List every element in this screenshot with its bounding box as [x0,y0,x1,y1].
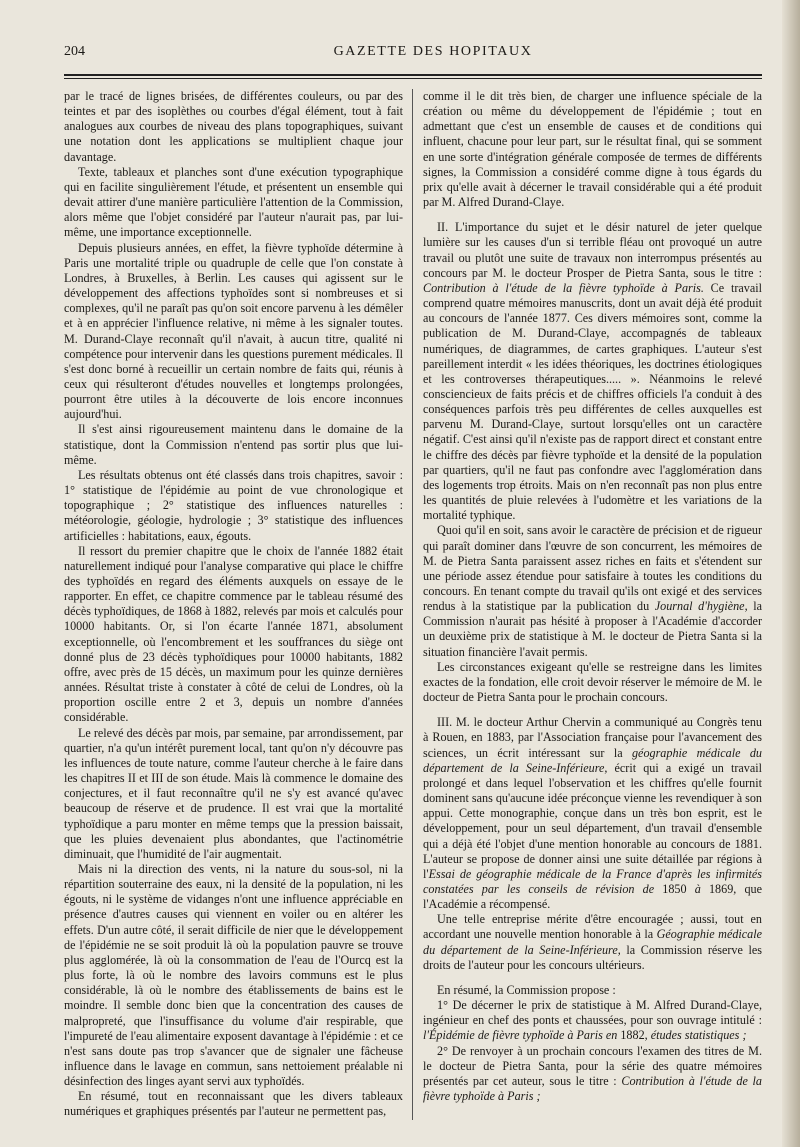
page-number: 204 [64,44,85,59]
text-run: la Commission réserve les droits de l'auteur pour les concours ultérieurs. [423,942,762,972]
text-run: la Commission n'aurait pas hésité à proposer à l'Académie d'accorder un deuxième prix de statistique à M. le docteur de Pietra Santa si la situation financière l'avait permis. [423,599,762,659]
paragraph: Il s'est ainsi rigoureusement maintenu dans le domaine de la statistique, dont la Commission n'entend pas sortir plus que lui-même. [64,422,403,467]
header-rule-thin [64,78,762,79]
text-run: 2° De renvoyer à un prochain concours l'examen des titres de M. le docteur de Pietra Santa, pour la série des quatre mémoires présentés par cet auteur, sous le titre : [423,1043,762,1088]
text-run: Quoi qu'il en soit, sans avoir le caractère de précision et de rigueur qui paraît dominer dans l'œuvre de son concurrent, les mémoires de M. de Pietra Santa paraissent assez riches en faits et s'étendent sur une période assez étendue pour satisfaire à toutes les conditions du concours. En tenant compte du travail qu'ils ont exigé et des services rendus à la statistique par la publication du [423,523,762,614]
paragraph: Mais ni la direction des vents, ni la nature du sous-sol, ni la répartition souterraine des eaux, ni la densité de la population, ni les égouts, ni le système de vidanges n'ont une influence appréciable en présence d'autres causes qui viennent en voiler ou en altérer les effets. D'un autre côté, il serait difficile de nier que le développement de l'épidémie ne se soit produit là où la population pauvre se trouve plus agglomérée, là où la consommation de l'eau de l'Ourcq est la plus forte, là où le nombre des lavoirs communs est le plus considérable, là où le nombre des établissements de bains est le moindre. Il semble donc bien que la concentration des causes de malpropreté, que l'insuffisance du volume d'air respirable, que l'impureté de l'eau alimentaire exposent davantage à l'épidémie : et ce n'est sans doute pas trop s'avancer que de signaler une fâcheuse influence dans le lavage en commun, sans nettoiement préalable ni désinfection des linges ayant servi aux typhoïdés. [64,861,403,1089]
paragraph: Il ressort du premier chapitre que le choix de l'année 1882 était naturellement indiqué pour l'analyse comparative qui place le chiffre des typhoïdés en regard des éléments auxquels on essaye de le rapporter. En effet, ce chapitre commence par le tableau résumé des décès typhoïdiques, de 1868 à 1882, relevés par mois et calculés pour 10000 habitants. Or, si l'on écarte l'année 1871, absolument exceptionnelle, où l'encombrement et les souffrances du siège ont donné plus de 23 décès typhoïdiques pour 10000 habitants, 1882 offre, avec près de 15 décès, un maximum pour les quinze dernières années. Résultat triste à constater à côté de celui de Londres, où la proportion oscille entre 2 et 3, depuis un nombre d'années considérable. [64,543,403,725]
text-run: 1869, que l'Académie a récompensé. [423,881,763,912]
section-iii-paragraph [423,715,762,912]
paragraph [423,523,762,659]
italic-title: Contribution à l'étude de la fièvre typhoïde à Paris ; [423,1073,762,1103]
italic-word: à [694,881,701,896]
italic-title: Essai de géographie médicale de la France d'après les infirmités constatées par les conseils de révision de [423,866,762,896]
text-run: III. M. le docteur Arthur Chervin a communiqué au Congrès tenu à Rouen, en 1883, par l'Association française pour l'avancement des sciences, un écrit intéressant sur la [423,715,762,760]
section-ii-paragraph [423,220,762,523]
italic-title: géographie médicale du département de la Seine-Inférieure, [423,745,762,775]
paragraph: comme il le dit très bien, de charger une influence spéciale de la création ou même du développement de l'épidémie ; tout en admettant que c'est un ensemble de causes et de conditions qui influent, chacune pour leur part, sur le résultat final, qui se somment en une sorte d'intégration générale composée de termes de différents signes, la Commission a considéré comme digne à tous égards du prix qu'elle avait à décerner le travail considérable qui a été produit par M. Alfred Durand-Claye. [423,89,762,210]
right-column [413,89,762,1120]
paragraph: Les résultats obtenus ont été classés dans trois chapitres, savoir : 1° statistique de l'épidémie au point de vue chronologique et topographique ; 2° statistique des influences naturelles : météorologie, géologie, hydrologie ; 3° statistique des influences artificielles : habitations, eaux, égouts. [64,467,403,543]
text-run: écrit qui a exigé un travail prolongé et dans lequel l'observation et les chiffres qu'elle fournit dominent sans qu'aucune idée préconçue vienne les revendiquer à son appui. Cette monographie, conçue dans un très bon esprit, est le développement, pour un seul département, d'un travail d'ensemble qui a déjà été l'objet d'une mention honorable au concours de 1881. L'auteur se propose de donner ainsi une suite détaillée par régions à l' [423,760,763,881]
text-run: 1850 [654,881,695,896]
text-run: 1882, [617,1028,651,1043]
text-run: Ce travail comprend quatre mémoires manuscrits, dont un avait déjà été produit au concours de l'année 1877. Ces divers mémoires sont, comme la publication de M. Durand-Claye, accompagnés de tableaux numériques, de diagrammes, de cartes graphiques. L'auteur s'est pareillement interdit « les idées théoriques, les doctrines étiologiques et les controverses thérapeutiques..... ». Néanmoins le relevé consciencieux de faits précis et de chiffres officiels l'a conduit à des conséquences parfois très peu différentes de celles auxquelles est parvenu M. Durand-Claye, surtout lorsqu'elles ont un caractère négatif. C'est ainsi qu'il n'existe pas de rapport direct et constant entre le chiffre des décès par fièvre typhoïde et la densité de la population par quartiers, qu'il ne faut pas confondre avec l'agglomération dans des logements trop étroits. Mais on n'en reconnaît pas non plus entre les quantités de pluie relevées à l'udomètre et les variations de la mortalité typhique. [423,280,762,523]
paragraph [423,912,762,973]
paragraph: Les circonstances exigeant qu'elle se restreigne dans les limites exactes de la fondation, elle croit devoir réserver le mémoire de M. le docteur de Pietra Santa pour le prochain concours. [423,659,762,705]
text-columns [64,89,762,1120]
text-run: 1° De décerner le prix de statistique à M. Alfred Durand-Claye, ingénieur en chef des ponts et chaussées, pour son ouvrage intitulé : [423,998,762,1028]
proposal-item-2 [423,1044,762,1105]
summary-intro: En résumé, la Commission propose : [437,982,616,997]
paragraph: En résumé, tout en reconnaissant que les divers tableaux numériques et graphiques présentés par l'auteur ne permettent pas, [64,1089,403,1119]
italic-title: Contribution à l'étude de la fièvre typhoïde à Paris. [423,280,704,295]
header-rule-thick [64,74,762,76]
left-column [64,89,413,1120]
paragraph: Depuis plusieurs années, en effet, la fièvre typhoïde détermine à Paris une mortalité triple ou quadruple de celle que l'on constate à Londres, à Bruxelles, à Berlin. Les causes qui agissent sur le développement des affections typhoïdes sont si nombreuses et si complexes, qu'il ne paraît pas qu'on soit encore parvenu à les démêler et à en apprécier l'influence relative, ni même à les signaler toutes. M. Durand-Claye reconnaît qu'il n'avait, à aucun titre, qualité ni compétence pour intervenir dans les questions purement médicales. Il s'est donc borné à recueillir un certain nombre de faits qui, réunis à ceux qui résulteront d'études nouvelles et longtemps prolongées, pourront être utiles à la découverte de lois encore inconnues aujourd'hui. [64,240,403,422]
paragraph: Le relevé des décès par mois, par semaine, par arrondissement, par quartier, n'a qu'un intérêt purement local, tant qu'on n'y découvre pas les influences de toute nature, comme l'auteur cherche à le faire dans les chapitres II et III de son étude. Mais là commence le domaine des conjectures, et il faut reconnaître qu'il ne s'y est avancé qu'avec beaucoup de réserve et de prudence. Il est vrai que la mortalité typhoïdique a paru monter en même temps que la pression baissait, que les pluies devenaient plus abondantes, que l'actinométrie diminuait, que l'humidité de l'air augmentait. [64,725,403,861]
italic-title: Géographie médicale du département de la Seine-Inférieure, [423,927,762,957]
page-header [64,44,762,66]
text-run: Une telle entreprise mérite d'être encouragée ; aussi, tout en accordant une nouvelle mention honorable à la [423,912,762,942]
proposal-item-1 [423,998,762,1043]
paragraph: par le tracé de lignes brisées, de différentes couleurs, ou par des teintes et par des isoplèthes ou courbes d'égal élément, tout à fait analogues aux courbes de niveau des plans topographiques, suivant une notation dont les applications se multiplient chaque jour davantage. [64,89,403,164]
running-title: GAZETTE DES HOPITAUX [333,44,533,59]
page-binding-edge [782,0,800,1147]
italic-title: études statistiques ; [650,1028,747,1043]
paragraph: Texte, tableaux et planches sont d'une exécution typographique qui en facilite singulièrement l'étude, et présentent un ensemble qui devait attirer d'une manière particulière l'attention de la Commission, alors même que l'objet considéré par l'auteur n'aurait pas, par lui-même, une importance exceptionnelle. [64,164,403,240]
italic-title: Journal d'hygiène, [654,599,748,614]
text-run: II. L'importance du sujet et le désir naturel de jeter quelque lumière sur les causes d'un si terrible fléau ont provoqué un autre travail ou plutôt une suite de travaux non interrompus présentés au concours par M. le docteur Prosper de Pietra Santa, sous le titre : [423,220,762,280]
italic-title: l'Épidémie de fièvre typhoïde à Paris en [423,1028,618,1043]
